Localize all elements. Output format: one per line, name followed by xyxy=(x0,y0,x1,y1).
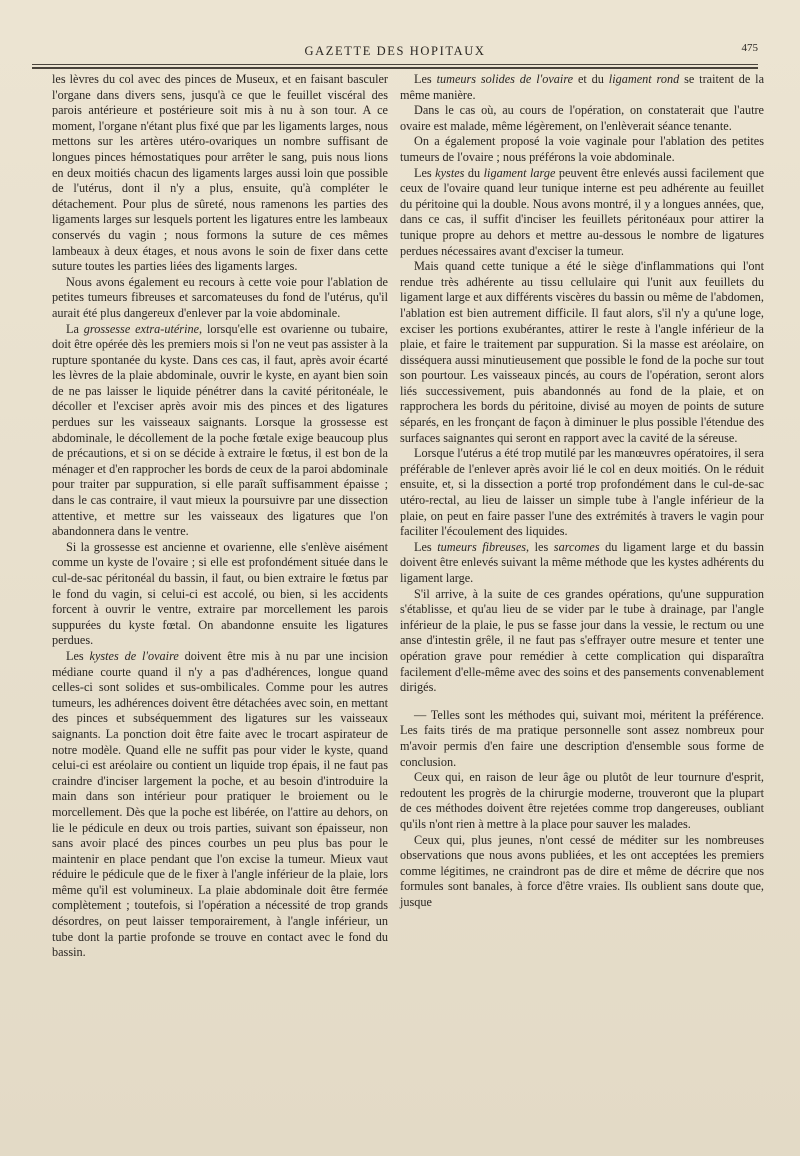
paragraph-text: Nous avons également eu recours à cette voie pour l'ablation de petites tumeurs fibreuses et sarcomateuses du fond de l'utérus, qu'il aurait été plus dangereux d'enlever par la voie abdominale. xyxy=(52,274,388,320)
header-rule-thick xyxy=(32,67,758,69)
paragraph-text: du xyxy=(464,165,484,180)
paragraph xyxy=(52,649,388,961)
paragraph-text: On a également proposé la voie vaginale pour l'ablation des petites tumeurs de l'ovaire ; nous préférons la voie abdominale. xyxy=(400,134,764,164)
italic-term: grossesse extra-utérine xyxy=(83,321,200,336)
paragraph-text: — Telles sont les méthodes qui, suivant moi, méritent la préférence. Les faits tirés de ma pratique personnelle sont assez nombreux pour m'avoir permis d'en faire une description d'ensemble sous forme de conclusion. xyxy=(400,707,764,769)
paragraph xyxy=(400,259,764,446)
paragraph-text: Les xyxy=(414,539,438,554)
paragraph xyxy=(400,833,764,911)
paragraph xyxy=(400,103,764,134)
paragraph xyxy=(52,540,388,649)
paragraph-text: et du xyxy=(573,72,609,86)
italic-term: ligament large xyxy=(483,165,556,180)
paragraph xyxy=(400,770,764,832)
paragraph-text: Dans le cas où, au cours de l'opération, on constaterait que l'autre ovaire est malade, même légèrement, on l'enlèverait séance tenante. xyxy=(400,103,764,133)
paragraph-text: Mais quand cette tunique a été le siège d'inflammations qui l'ont rendue très adhérente au tissu cellulaire qui l'unit aux feuillets du ligament large et aux différents viscères du bassin ou même de l'abdomen, l'ablation est bien autrement difficile. Il faut alors, s'il n'y a qu'une loge, exciser les portions exubérantes, attirer le reste à l'angle inférieur de la plaie, et faire le traitement par suppuration. Si la masse est aréolaire, on disséquera aussi minutieusement que possible le fond de la poche sur tout son pourtour. Les vaisseaux pincés, au cours de l'opération, seront alors liés successivement, puis abandonnés au fond de la plaie, et on rapprochera les bords du péritoine, divisé au moyen de points de suture séparés, en les fronçant de façon à diminuer le plus possible l'étendue des surfaces saignantes qui seront en rapport avec la cavité de la séreuse. xyxy=(400,259,764,445)
paragraph-text: peuvent être enlevés aussi facilement que ceux de l'ovaire quand leur tunique interne est peu adhérente au feuillet du péritoine qui la double. Nous avons montré, il y a longues années, que, dans ce cas, il suffit d'inciser les feuillets péritonéaux pour attirer la tunique propre au dehors et mettre au-dessous le nombre de ligatures perdues nécessaires avant d'exciser la tumeur. xyxy=(400,165,765,258)
page-header xyxy=(30,40,760,64)
paragraph-text: Les xyxy=(66,648,90,663)
paragraph xyxy=(400,708,764,770)
paragraph-text: Les xyxy=(414,165,436,180)
paragraph xyxy=(52,72,388,275)
paragraph xyxy=(400,540,764,587)
paragraph xyxy=(52,322,388,540)
paragraph xyxy=(400,72,764,103)
left-column xyxy=(52,72,388,1124)
running-title: GAZETTE DES HOPITAUX xyxy=(304,44,486,58)
italic-term: ligament rond xyxy=(608,72,680,86)
page-number: 475 xyxy=(741,42,758,54)
paragraph-text: du ligament large et du bassin doivent être enlevés suivant la même méthode que les kystes adhérents du ligament large. xyxy=(400,539,764,585)
paragraph xyxy=(52,275,388,322)
header-rule-thin xyxy=(32,64,758,65)
paragraph xyxy=(400,166,764,260)
paragraph-text: doivent être mis à nu par une incision médiane courte quand il n'y a pas d'adhérences, longue quand celles-ci sont solides et sus-ombilicales. Comme pour les autres tumeurs, les adhérences doivent être détachées avec soin, en mettant des pinces et subséquemment des ligatures sur les vaisseaux saignants. La ponction doit être faite avec le trocart aspirateur de notre modèle. Quand elle ne suffit pas pour vider le kyste, quand celui-ci est aréolaire ou contient un liquide trop épais, il ne faut pas craindre d'inciser largement la poche, et au besoin d'introduire la main dans son intérieur pour pratiquer le broiement ou le morcellement. Dès que la poche est libérée, on l'attire au dehors, on lie le pédicule en deux ou trois parties, suivant son épaisseur, non sans avoir placé des pinces courbes un peu plus bas pour le maintenir en place pendant que l'on excise la tumeur. Mieux vaut réduire le pédicule que de le fixer à l'angle inférieur de la plaie, lors même qu'il est volumineux. La plaie abdominale doit être fermée complètement ; toutefois, si l'opération a nécessité de trop grands désordres, on peut laisser temporairement, à l'angle inférieur, un tube dont la partie profonde se trouve en contact avec le fond du bassin. xyxy=(52,648,389,960)
paragraph-text: , lorsqu'elle est ovarienne ou tubaire, doit être opérée dès les premiers mois si l'on ne veut pas assister à la rupture spontanée du kyste. Dans ces cas, il faut, après avoir écarté les lèvres de la plaie abdominale, ouvrir le kyste, en ayant bien soin de ne pas laisser le liquide pénétrer dans la cavité péritonéale, le décoller et l'exciser après avoir mis des pinces et des ligatures perdues sur les vaisseaux saignants. Lorsque la grossesse est abdominale, le décollement de la poche fœtale exige beaucoup plus de précautions, et si on se décide à extraire le fœtus, il est bon de la ménager et d'en rapprocher les bords de ceux de la paroi abdominale pour traiter par suppuration, si elle paraît suffisamment épaisse ; dans le cas contraire, il vaut mieux la poursuivre par une dissection attentive, et mettre sur les vaisseaux des ligatures que l'on abandonnera dans le ventre. xyxy=(52,321,388,539)
article-columns xyxy=(52,72,764,1124)
paragraph-text: La xyxy=(66,321,84,336)
paragraph-text: , les xyxy=(526,539,554,554)
italic-term: tumeurs fibreuses xyxy=(437,539,527,554)
italic-term: tumeurs solides de l'ovaire xyxy=(436,72,574,86)
italic-term: kystes xyxy=(435,165,465,180)
right-column xyxy=(400,72,764,1124)
paragraph xyxy=(400,446,764,540)
italic-term: sarcomes xyxy=(553,539,600,554)
paragraph-text: Ceux qui, en raison de leur âge ou plutôt de leur tournure d'esprit, redoutent les progrès de la chirurgie moderne, trouveront que la plupart de ces méthodes doivent être rejetées comme trop dangereuses, oubliant qu'ils n'ont rien à mettre à la place pour sauver les malades. xyxy=(400,770,764,831)
paragraph xyxy=(400,134,764,165)
paragraph-text: Si la grossesse est ancienne et ovarienne, elle s'enlève aisément comme un kyste de l'ovaire ; si elle est profondément située dans le cul-de-sac péritonéal du bassin, il faut, ou bien extraire le fœtus par le fond du vagin, si celui-ci est accolé, ou bien, si les accidents forcent à ouvrir le ventre, extraire par morcellement les parois suppurées du kyste fœtal. On abandonne ensuite les ligatures perdues. xyxy=(52,539,388,648)
paragraph xyxy=(400,587,764,696)
paragraph-text: Les xyxy=(414,72,437,86)
paragraph-text: S'il arrive, à la suite de ces grandes opérations, qu'une suppuration s'établisse, et qu'au lieu de se vider par le tube à drainage, par l'angle inférieur de la plaie, le pus se fasse jour dans la vessie, le rectum ou une anse d'intestin grêle, il ne faut pas s'effrayer outre mesure et tenter une opération grave pour remédier à cette complication qui disparaîtra facilement d'elle-même avec des soins et des pansements convenablement dirigés. xyxy=(400,586,764,695)
paragraph-text: les lèvres du col avec des pinces de Museux, et en faisant basculer l'organe dans divers sens, jusqu'à ce que le feuillet viscéral des parois antérieure et postérieure soit mis à nu à son tour. A ce moment, l'organe n'étant plus fixé que par les ligaments larges, nous mettons sur les artères utéro-ovariques un nombre suffisant de longues pinces hémostatiques pour arrêter le sang, puis nous lions en deux moitiés chacun des ligaments larges aussi loin que possible de l'utérus, dont il n'y a plus, ensuite, qu'à compléter le détachement. Pour plus de sûreté, nous ramenons les parties des ligaments larges sur lesquels portent les ligatures entre les lambeaux conservés du vagin ; nous formons la suture de ces mêmes lambeaux à deux étages, et nous avons le soin de fixer dans cette suture toutes les parties liées des ligaments larges. xyxy=(52,72,388,274)
italic-term: kystes de l'ovaire xyxy=(89,648,179,663)
paragraph-text: se traitent de la même manière. xyxy=(400,72,765,102)
paragraph-text: Lorsque l'utérus a été trop mutilé par les manœuvres opératoires, il sera préférable de l'enlever après avoir lié le col en deux moitiés. On le réduit ensuite, et, si la dissection a porté trop profondément dans le cul-de-sac utéro-rectal, au lieu de laisser un simple tube à l'angle inférieur de la plaie, on peut en faire passer l'une des extrémités à travers le vagin pour faciliter l'écoulement des liquides. xyxy=(400,446,764,539)
paragraph-text: Ceux qui, plus jeunes, n'ont cessé de méditer sur les nombreuses observations que nous avons publiées, et les ont acceptées les premiers comme légitimes, ne craindront pas de dire et même de décrire que nos formules sont banales, à force d'être vraies. Ils oublient sans doute que, jusque xyxy=(400,832,764,909)
